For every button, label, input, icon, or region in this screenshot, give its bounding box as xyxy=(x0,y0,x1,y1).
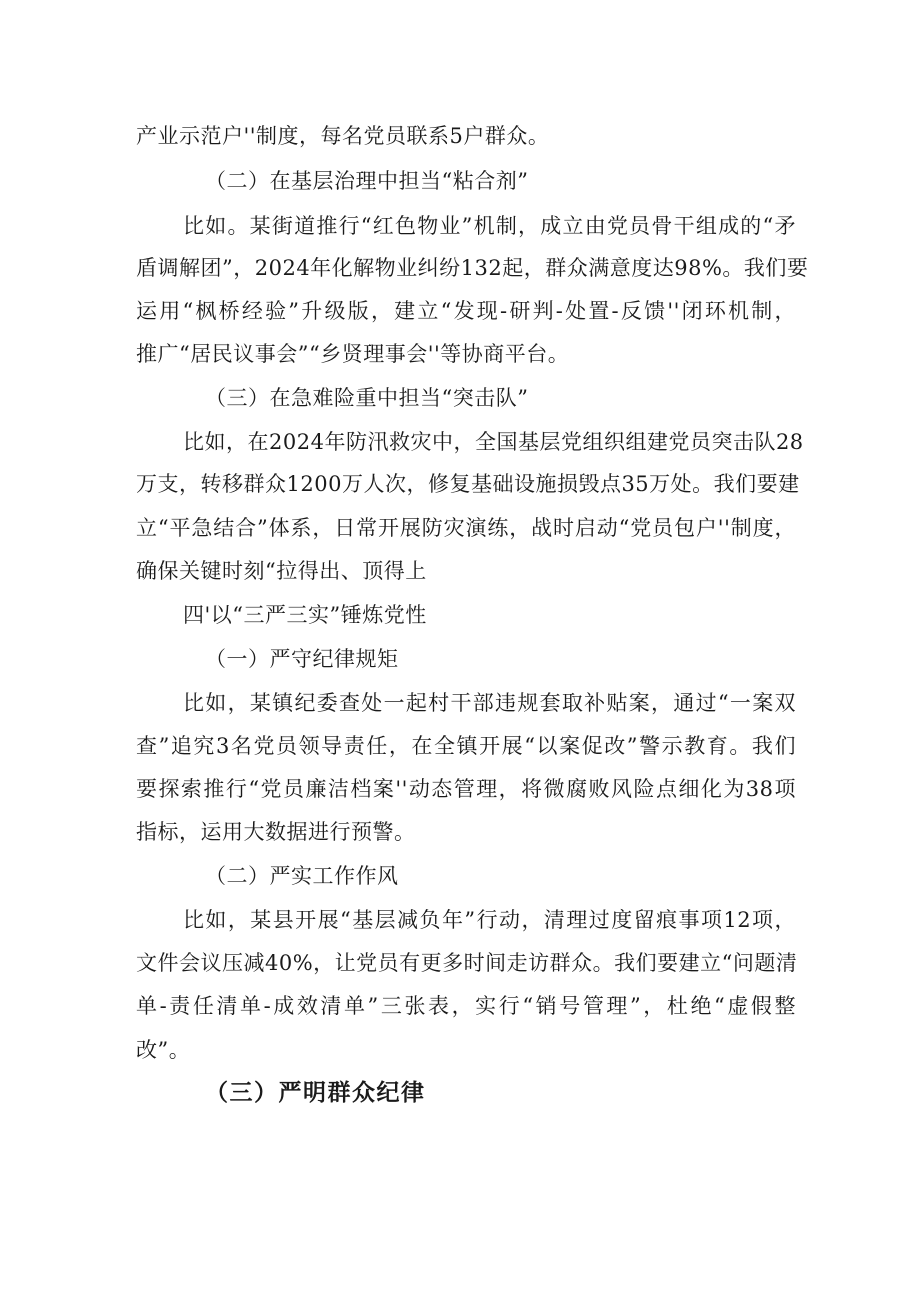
text-line: 改”。 xyxy=(136,1038,191,1062)
text-line: 单-责任清单-成效清单”三张表，实行“销号管理”，杜绝“虚假整 xyxy=(136,994,796,1018)
text-line: 立“平急结合”体系，日常开展防灾演练，战时启动“党员包户''制度， xyxy=(136,516,796,540)
text-line: 确保关键时刻“拉得出、顶得上 xyxy=(136,559,427,583)
text-line: 比如，某镇纪委查处一起村干部违规套取补贴案，通过“一案双 xyxy=(183,691,796,715)
text-line: 查”追究3名党员领导责任，在全镇开展“以案促改”警示教育。我们 xyxy=(136,734,796,758)
section-heading: （二）在基层治理中担当“粘合剂” xyxy=(205,169,529,193)
text-line: 比如，在2024年防汛救灾中，全国基层党组织组建党员突击队28 xyxy=(183,430,804,454)
section-heading: （三）在急难险重中担当“突击队” xyxy=(205,386,529,410)
text-line: 文件会议压减40%，让党员有更多时间走访群众。我们要建立“问题清 xyxy=(136,951,798,975)
text-line: 运用“枫桥经验”升级版，建立“发现-研判-处置-反馈''闭环机制， xyxy=(136,299,796,323)
text-line: 要探索推行“党员廉洁档案''动态管理，将微腐败风险点细化为38项 xyxy=(136,777,796,801)
text-line: 指标，运用大数据进行预警。 xyxy=(136,820,416,844)
chapter-heading: 四'以“三严三实”锤炼党性 xyxy=(183,603,427,627)
text-line: 盾调解团”，2024年化解物业纠纷132起，群众满意度达98%。我们要 xyxy=(136,256,809,280)
text-line: 比如，某县开展“基层减负年”行动，清理过度留痕事项12项， xyxy=(183,908,796,932)
section-heading: （三）严明群众纪律 xyxy=(205,1079,426,1106)
text-line: 产业示范户''制度，每名党员联系5户群众。 xyxy=(136,124,550,148)
text-line: 推广“居民议事会”“乡贤理事会''等协商平台。 xyxy=(136,342,570,366)
text-line: 比如。某街道推行“红色物业”机制，成立由党员骨干组成的“矛 xyxy=(183,214,796,238)
section-heading: （二）严实工作作风 xyxy=(205,864,399,888)
text-line: 万支，转移群众1200万人次，修复基础设施损毁点35万处。我们要建 xyxy=(136,472,800,496)
section-heading: （一）严守纪律规矩 xyxy=(205,647,399,671)
